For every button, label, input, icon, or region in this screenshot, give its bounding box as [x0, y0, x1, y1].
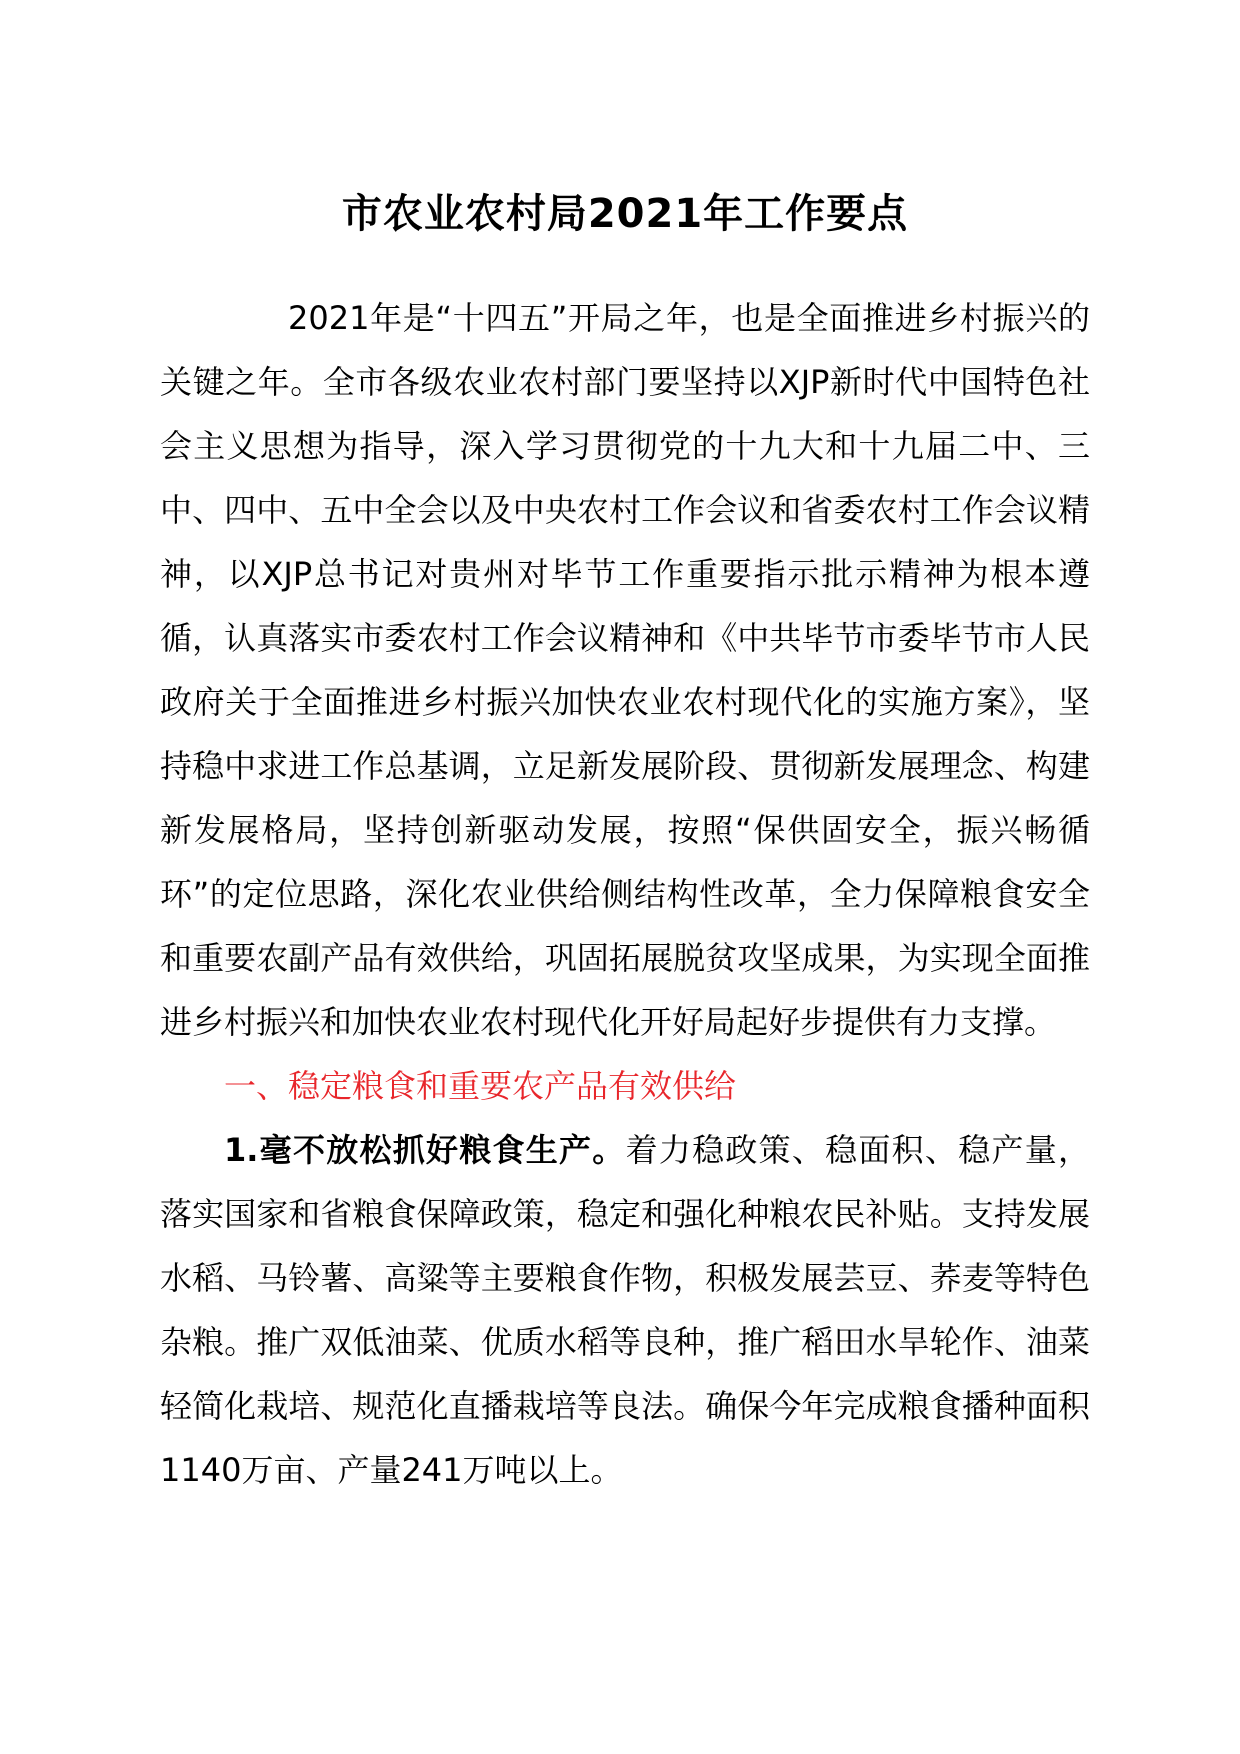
- intro-paragraph: 2021年是“十四五”开局之年，也是全面推进乡村振兴的关键之年。全市各级农业农村部门要坚持以XJP新时代中国特色社会主义思想为指导，深入学习贯彻党的十九大和十九届二中、三中、四中、五中全会以及中央农村工作会议和省委农村工作会议精神，以XJP总书记对贵州对毕节工作重要指示批示精神为根本遵循，认真落实市委农村工作会议精神和《中共毕节市委毕节市人民政府关于全面推进乡村振兴加快农业农村现代化的实施方案》，坚持稳中求进工作总基调，立足新发展阶段、贯彻新发展理念、构建新发展格局，坚持创新驱动发展，按照“保供固安全，振兴畅循环”的定位思路，深化农业供给侧结构性改革，全力保障粮食安全和重要农副产品有效供给，巩固拓展脱贫攻坚成果，为实现全面推进乡村振兴和加快农业农村现代化开好局起好步提供有力支撑。: [160, 299, 1090, 1041]
- section-heading: 一、稳定粮食和重要农产品有效供给: [224, 1067, 737, 1105]
- document-title: 市农业农村局2021年工作要点: [341, 191, 909, 237]
- document-page: [160, 190, 1090, 1502]
- item-lead: 1.毫不放松抓好粮食生产。: [224, 1131, 626, 1169]
- item-paragraph: [160, 1118, 1090, 1502]
- item-body: 着力稳政策、稳面积、稳产量，落实国家和省粮食保障政策，稳定和强化种粮农民补贴。支持发展水稻、马铃薯、高粱等主要粮食作物，积极发展芸豆、荞麦等特色杂粮。推广双低油菜、优质水稻等良种，推广稻田水旱轮作、油菜轻简化栽培、规范化直播栽培等良法。确保今年完成粮食播种面积1140万亩、产量241万吨以上。: [160, 1131, 1090, 1489]
